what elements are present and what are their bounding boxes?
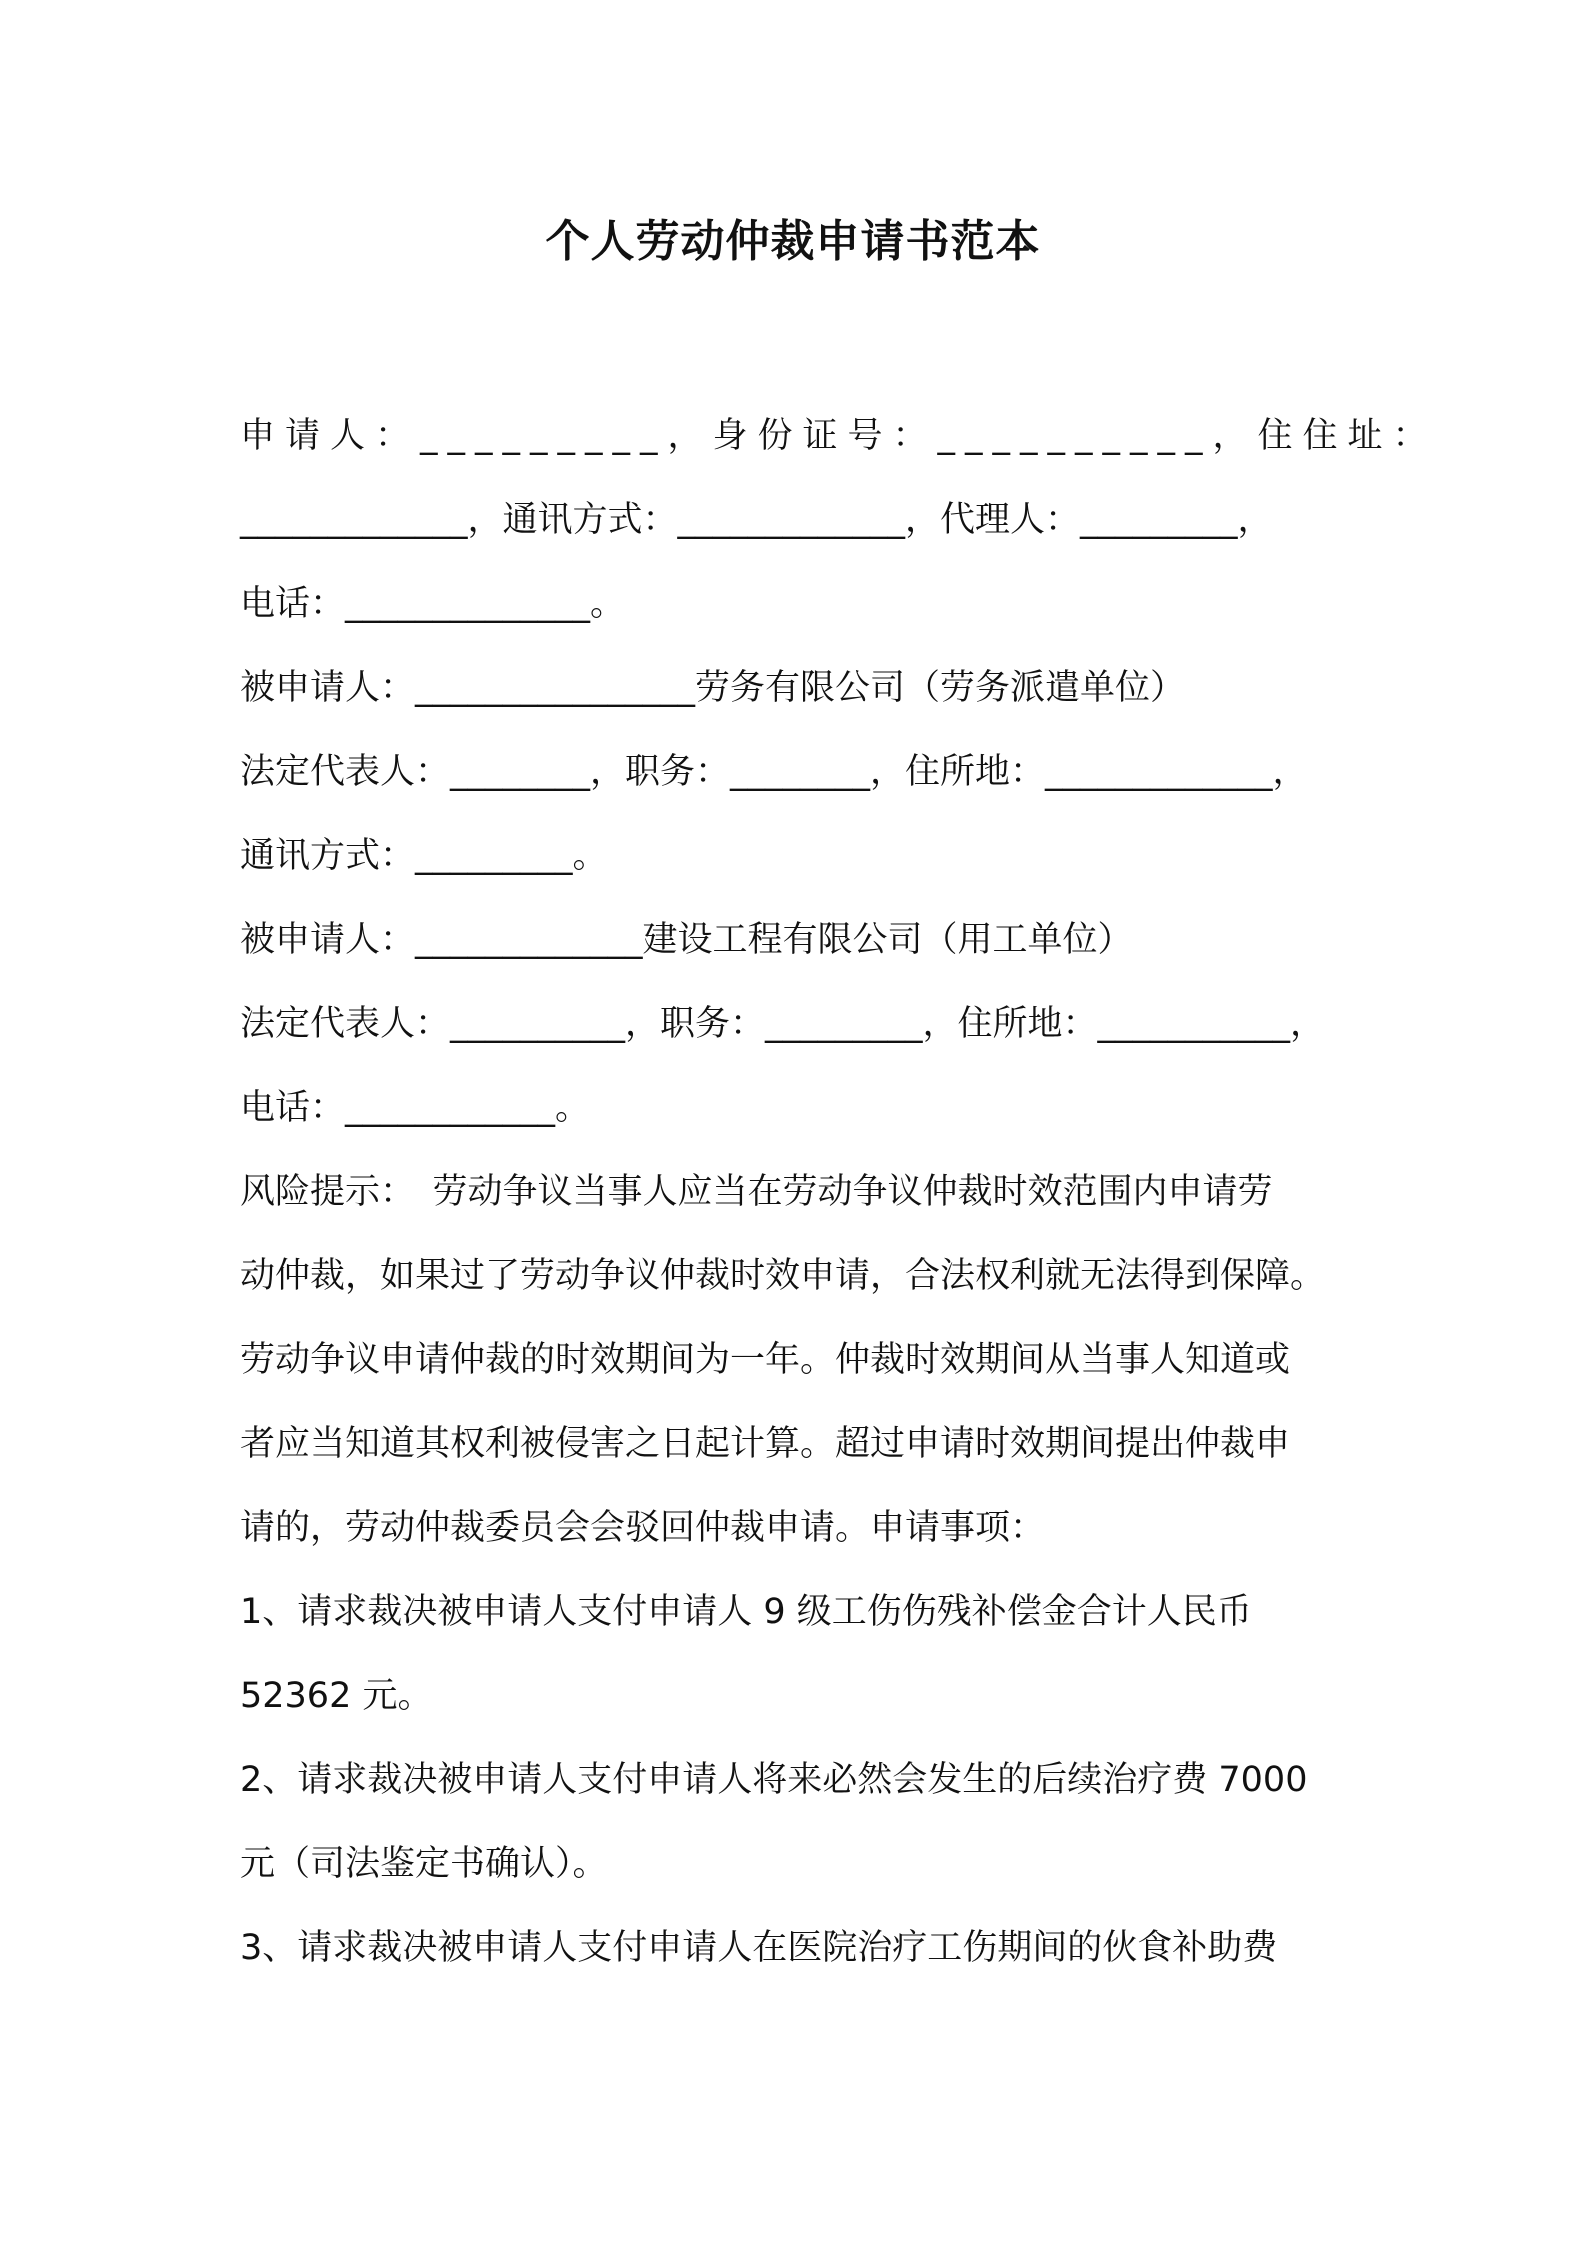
claim-2-line-1: 2、请求裁决被申请人支付申请人将来必然会发生的后续治疗费 7000: [240, 1760, 1308, 1800]
respondent-1-line: 被申请人：________________劳务有限公司（劳务派遣单位）: [240, 668, 1186, 708]
contact-line: _____________，通讯方式：_____________，代理人：_________，: [240, 500, 1273, 540]
applicant-line: 申请人：_________，身份证号：__________，住住址：: [240, 416, 1438, 456]
risk-line-2: 动仲裁，如果过了劳动争议仲裁时效申请，合法权利就无法得到保障。: [240, 1256, 1326, 1296]
respondent-2-line: 被申请人：_____________建设工程有限公司（用工单位）: [240, 920, 1133, 960]
claim-1-line-1: 1、请求裁决被申请人支付申请人 9 级工伤伤残补偿金合计人民币: [240, 1592, 1252, 1632]
contact-1-line: 通讯方式：_________。: [240, 836, 608, 876]
legal-rep-2-line: 法定代表人：__________，职务：_________，住所地：___________，: [240, 1004, 1326, 1044]
risk-line-4: 者应当知道其权利被侵害之日起计算。超过申请时效期间提出仲裁申: [240, 1424, 1291, 1464]
claim-1-line-2: 52362 元。: [240, 1676, 433, 1716]
claim-2-line-2: 元（司法鉴定书确认）。: [240, 1844, 608, 1884]
risk-line-3: 劳动争议申请仲裁的时效期间为一年。仲裁时效期间从当事人知道或: [240, 1340, 1291, 1380]
document-title: 个人劳动仲裁申请书范本: [545, 216, 1041, 267]
phone-2-line: 电话：____________。: [240, 1088, 591, 1128]
risk-line-1: 风险提示： 劳动争议当事人应当在劳动争议仲裁时效范围内申请劳: [240, 1172, 1273, 1212]
phone-line: 电话：______________。: [240, 584, 626, 624]
risk-line-5: 请的，劳动仲裁委员会会驳回仲裁申请。申请事项：: [240, 1508, 1046, 1548]
legal-rep-1-line: 法定代表人：________，职务：________，住所地：_____________，: [240, 752, 1308, 792]
claim-3-line-1: 3、请求裁决被申请人支付申请人在医院治疗工伤期间的伙食补助费: [240, 1928, 1278, 1968]
